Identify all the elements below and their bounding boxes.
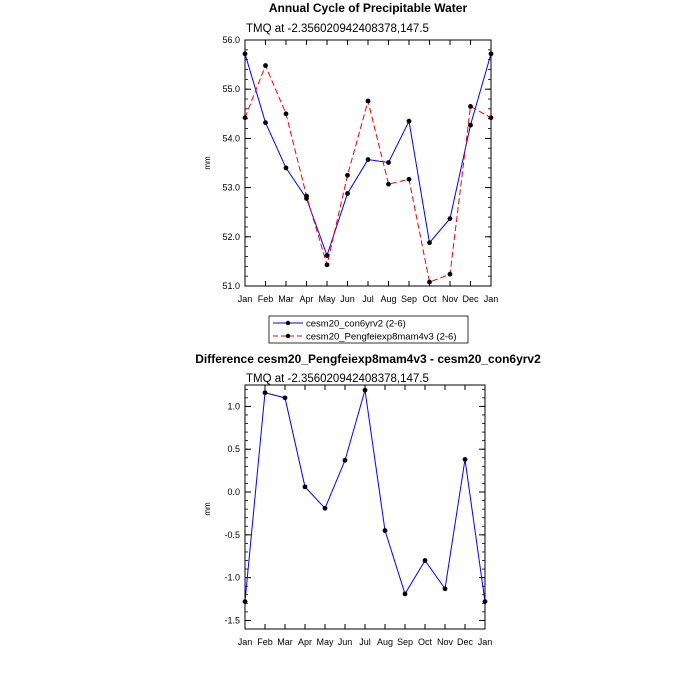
data-point	[263, 63, 268, 68]
chart-title: Difference cesm20_Pengfeiexp8mam4v3 - cesm20_con6yrv2	[195, 352, 541, 366]
data-point	[366, 157, 371, 162]
data-point	[383, 528, 388, 533]
data-point	[263, 120, 268, 125]
data-point	[489, 115, 494, 120]
x-tick-label: Nov	[441, 294, 459, 304]
data-point	[468, 123, 473, 128]
data-point	[303, 484, 308, 489]
chart-subtitle: TMQ at -2.356020942408378,147.5	[246, 23, 429, 35]
data-point	[403, 591, 408, 596]
data-point	[263, 390, 268, 395]
data-point	[325, 262, 330, 267]
y-axis-label: mm	[203, 156, 212, 170]
x-tick-label: Sep	[400, 294, 418, 304]
plot-frame	[245, 385, 485, 629]
y-tick-label: 55.0	[222, 84, 240, 95]
y-axis-label: mm	[203, 502, 212, 516]
x-tick-label: Jun	[337, 637, 353, 647]
data-point	[243, 51, 248, 56]
x-tick-label: Nov	[436, 637, 454, 647]
legend-label-pengfei: cesm20_Pengfeiexp8mam4v3 (2-6)	[306, 331, 457, 343]
series-line-1	[245, 66, 491, 282]
y-tick-label: 54.0	[222, 133, 240, 144]
x-tick-label: Oct	[417, 637, 433, 647]
x-tick-label: Jan	[237, 637, 253, 647]
data-point	[304, 194, 309, 199]
y-tick-label: 51.0	[222, 281, 240, 291]
series-line-0	[245, 390, 485, 601]
x-tick-label: Jul	[359, 637, 371, 647]
x-tick-label: May	[318, 294, 336, 304]
data-point	[284, 111, 289, 116]
data-point	[284, 166, 289, 171]
legend-marker-con6yrv2	[286, 321, 290, 325]
x-tick-label: Aug	[376, 637, 394, 647]
y-tick-label: 0.0	[227, 487, 240, 498]
x-tick-label: Feb	[257, 637, 273, 647]
y-tick-label: -0.5	[224, 529, 240, 540]
plot-frame	[245, 40, 491, 286]
data-point	[345, 173, 350, 178]
chart-subtitle: TMQ at -2.356020942408378,147.5	[246, 373, 429, 385]
data-point	[448, 216, 453, 221]
x-tick-label: Jun	[340, 294, 355, 304]
x-tick-label: Mar	[277, 637, 293, 647]
data-point	[407, 177, 412, 182]
data-point	[423, 558, 428, 563]
x-tick-label: Aug	[380, 294, 397, 304]
data-point	[407, 119, 412, 124]
data-point	[363, 388, 368, 393]
data-point	[345, 191, 350, 196]
data-point	[323, 506, 328, 511]
data-point	[283, 395, 288, 400]
data-point	[468, 104, 473, 109]
y-tick-label: 0.5	[227, 444, 240, 455]
data-point	[427, 280, 432, 285]
x-tick-label: May	[316, 637, 334, 647]
data-point	[386, 182, 391, 187]
y-tick-label: -1.0	[224, 572, 240, 583]
y-tick-label: 52.0	[222, 231, 240, 242]
difference-chart	[195, 352, 541, 647]
x-tick-label: Feb	[257, 294, 274, 304]
y-tick-label: 53.0	[222, 182, 240, 193]
legend	[269, 316, 468, 343]
series-line-0	[245, 54, 491, 256]
data-point	[386, 160, 391, 165]
data-point	[243, 115, 248, 120]
legend-marker-pengfei	[286, 334, 290, 338]
x-tick-label: Apr	[299, 294, 314, 304]
x-tick-label: Jul	[362, 294, 374, 304]
x-tick-label: Apr	[297, 637, 313, 647]
x-tick-label: Mar	[278, 294, 294, 304]
data-point	[463, 457, 468, 462]
legend-label-con6yrv2: cesm20_con6yrv2 (2-6)	[306, 318, 406, 330]
x-tick-label: Jan	[237, 294, 253, 304]
x-tick-label: Jan	[483, 294, 499, 304]
x-tick-label: Oct	[422, 294, 437, 304]
data-point	[243, 599, 248, 604]
x-tick-label: Jan	[477, 637, 493, 647]
y-tick-label: 1.0	[227, 401, 240, 412]
data-point	[427, 240, 432, 245]
y-tick-label: -1.5	[224, 615, 240, 626]
x-tick-label: Sep	[396, 637, 414, 647]
data-point	[448, 272, 453, 277]
chart-title: Annual Cycle of Precipitable Water	[268, 1, 468, 15]
data-point	[443, 586, 448, 591]
x-tick-label: Dec	[456, 637, 474, 647]
data-point	[366, 99, 371, 104]
data-point	[489, 51, 494, 56]
x-tick-label: Dec	[462, 294, 479, 304]
data-point	[325, 253, 330, 258]
y-tick-label: 56.0	[222, 35, 240, 45]
annual-cycle-chart	[203, 1, 498, 343]
data-point	[483, 599, 488, 604]
data-point	[343, 458, 348, 463]
